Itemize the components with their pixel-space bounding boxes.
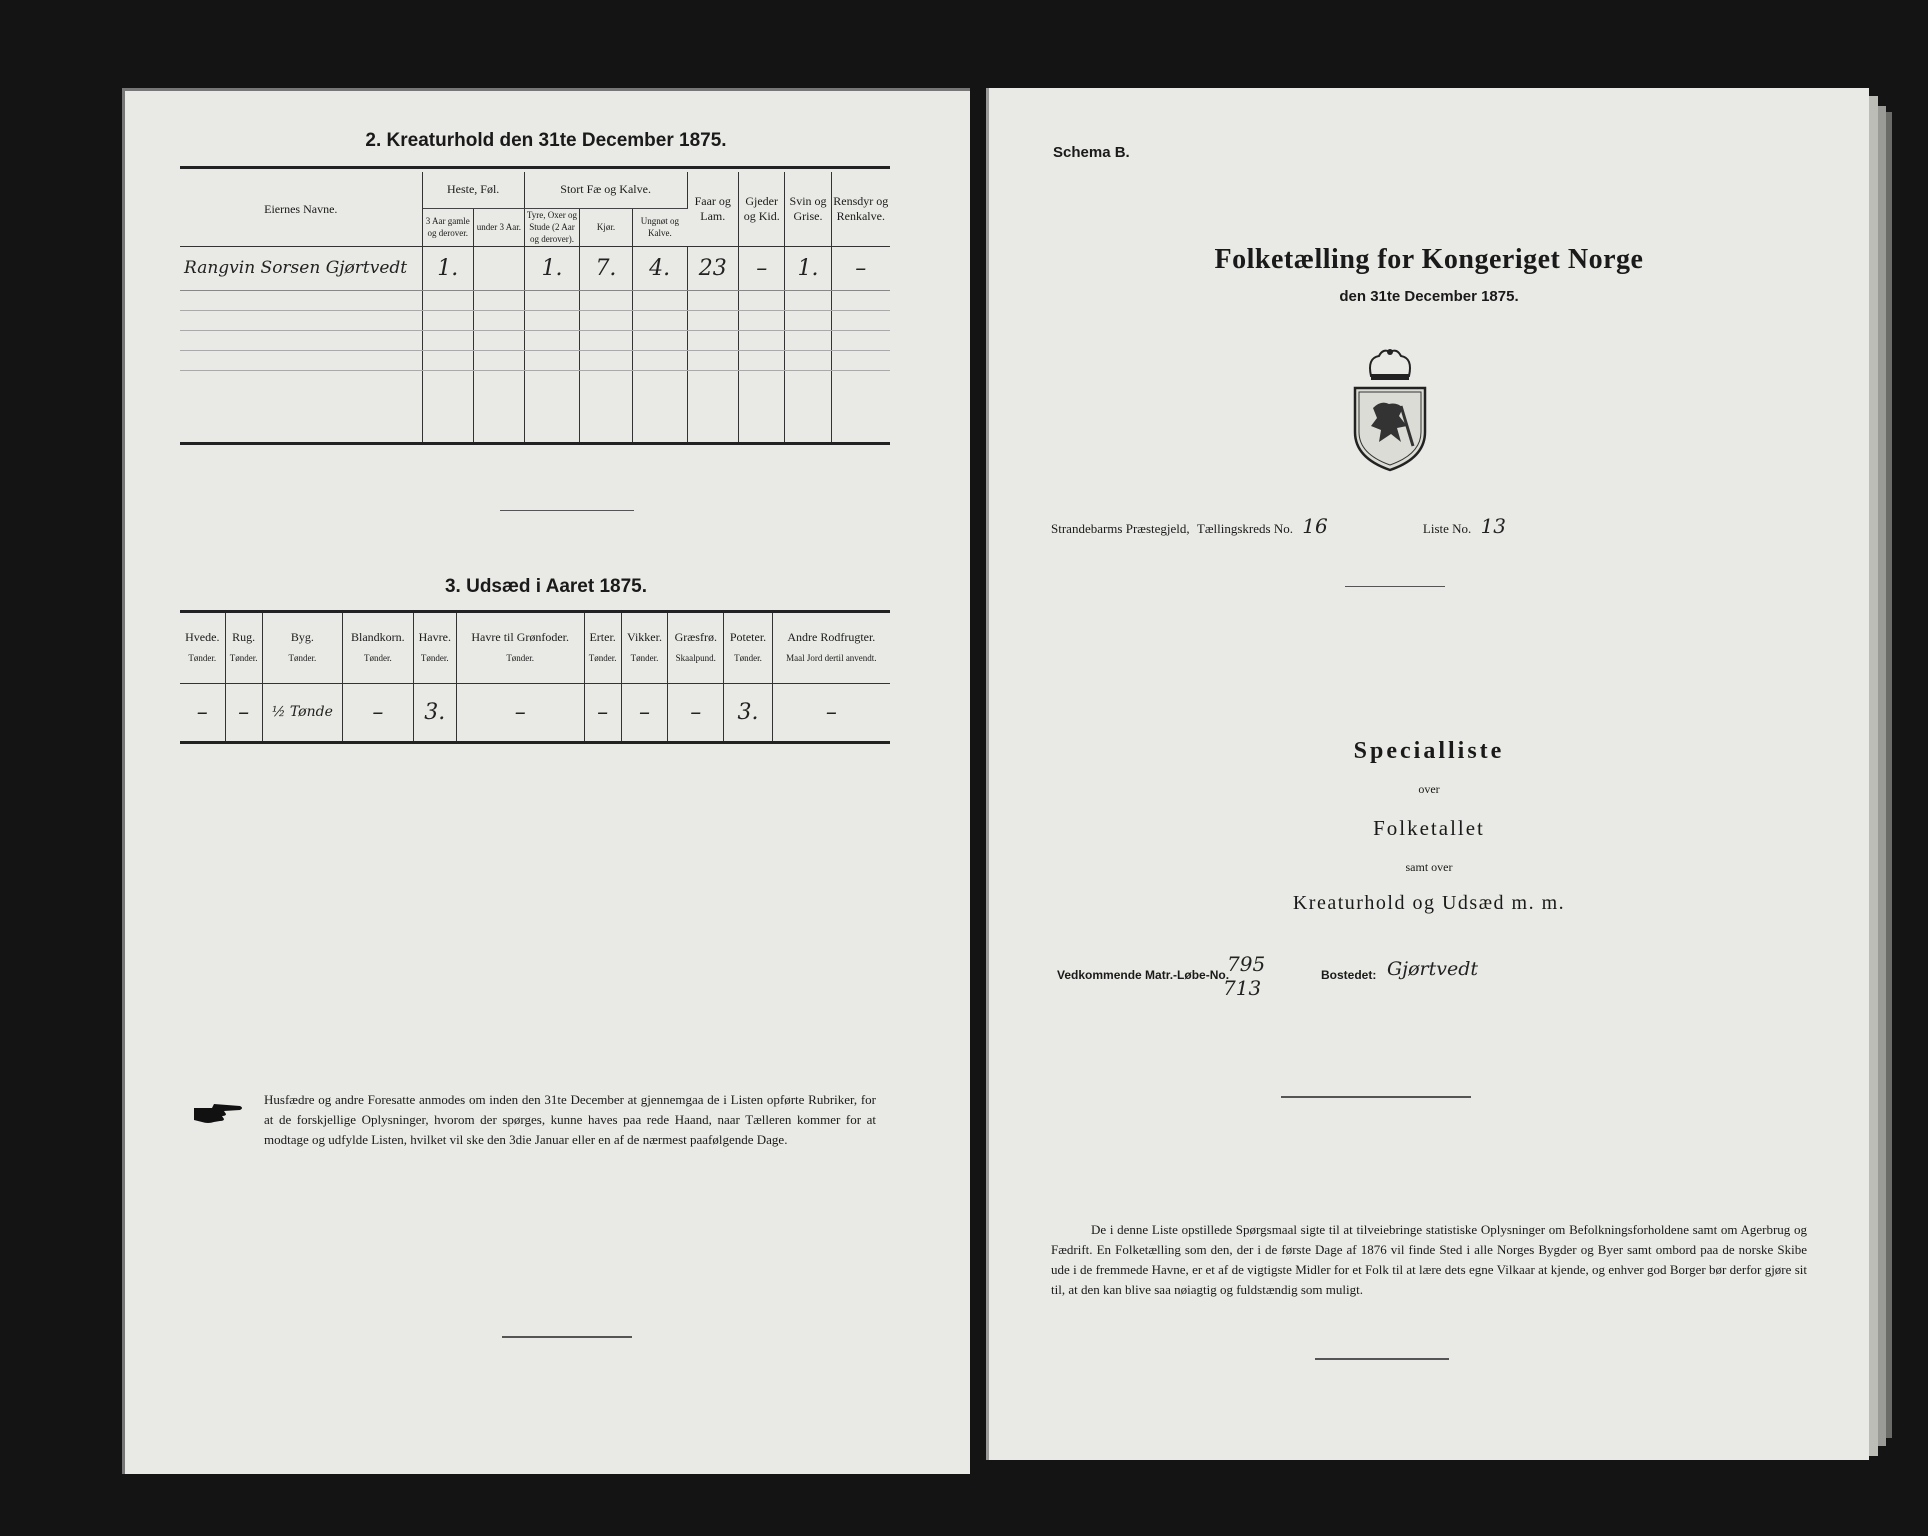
heste-b-header: under 3 Aar. bbox=[474, 208, 525, 246]
separator bbox=[1345, 586, 1445, 587]
udsaed-col-header bbox=[456, 613, 584, 683]
stort-group-header: Stort Fæ og Kalve. bbox=[524, 172, 687, 208]
udsaed-col-header bbox=[225, 613, 262, 683]
kreds-no: 16 bbox=[1302, 514, 1328, 538]
stort-c-header: Ungnøt og Kalve. bbox=[632, 208, 687, 246]
rensdyr-value: – bbox=[831, 246, 890, 290]
stort-b-header: Kjør. bbox=[580, 208, 632, 246]
livestock-table bbox=[180, 172, 890, 442]
stort-b-value: 7. bbox=[580, 246, 632, 290]
udsaed-col-unit: Tønder. bbox=[420, 652, 449, 663]
owner-name: Rangvin Sorsen Gjørtvedt bbox=[180, 246, 422, 290]
udsaed-value: – bbox=[180, 683, 225, 741]
samt-over-text: samt over bbox=[1405, 860, 1453, 874]
udsaed-col-header bbox=[621, 613, 668, 683]
udsaed-col-header bbox=[342, 613, 413, 683]
udsaed-value: 3. bbox=[413, 683, 456, 741]
udsaed-col-name: Hvede. bbox=[185, 629, 220, 644]
specialliste-title: Specialliste bbox=[1353, 738, 1505, 764]
udsaed-col-name: Græsfrø. bbox=[674, 629, 717, 644]
svin-value: 1. bbox=[785, 246, 831, 290]
udsaed-col-unit: Maal Jord dertil anvendt. bbox=[786, 652, 877, 663]
udsaed-col-header bbox=[584, 613, 621, 683]
prestegjeld-line bbox=[1051, 514, 1811, 538]
bostedet-value: Gjørtvedt bbox=[1387, 958, 1479, 980]
udsaed-col-unit: Tønder. bbox=[506, 652, 535, 663]
heste-a-header: 3 Aar gamle og derover. bbox=[422, 208, 474, 246]
right-page bbox=[986, 88, 1869, 1460]
table-bottom-rule bbox=[180, 442, 890, 445]
udsaed-table bbox=[180, 613, 890, 741]
over-text: over bbox=[1418, 782, 1440, 796]
udsaed-col-name: Erter. bbox=[589, 629, 616, 644]
heste-group-header: Heste, Føl. bbox=[422, 172, 524, 208]
matr-no-top: 795 bbox=[1227, 952, 1266, 976]
udsaed-col-name: Havre. bbox=[418, 629, 451, 644]
udsaed-col-unit: Tønder. bbox=[630, 652, 659, 663]
section3-title: 3. Udsæd i Aaret 1875. bbox=[444, 576, 648, 597]
udsaed-col-unit: Tønder. bbox=[734, 652, 762, 663]
udsaed-col-name: Blandkorn. bbox=[351, 629, 405, 644]
udsaed-col-header bbox=[180, 613, 225, 683]
folketallet-text: Folketallet bbox=[1373, 816, 1485, 840]
stort-a-header: Tyre, Oxer og Stude (2 Aar og derover). bbox=[524, 208, 579, 246]
stort-c-value: 4. bbox=[632, 246, 687, 290]
faar-value: 23 bbox=[687, 246, 738, 290]
page-edge bbox=[1886, 112, 1892, 1438]
udsaed-col-name: Poteter. bbox=[729, 629, 767, 644]
udsaed-col-header bbox=[262, 613, 342, 683]
kreaturhold-text: Kreaturhold og Udsæd m. m. bbox=[1292, 892, 1566, 914]
udsaed-col-name: Rug. bbox=[232, 629, 256, 644]
census-subtitle: den 31te December 1875. bbox=[1339, 288, 1519, 305]
table-top-rule bbox=[180, 166, 890, 169]
bostedet-label: Bostedet: bbox=[1321, 968, 1377, 982]
left-page bbox=[122, 88, 970, 1474]
udsaed-value: 3. bbox=[724, 683, 772, 741]
udsaed-value: – bbox=[825, 699, 837, 725]
udsaed-value: – bbox=[621, 683, 668, 741]
footer-text: De i denne Liste opstillede Spørgsmaal sigte til at tilveiebringe statistiske Oplysninger om Befolkningsforholdene samt om Agerbrug og Fædrift. En Folketælling som den, der i de første Dage af 1876 vil finde Sted i alle Norges Bygder og Byer samt ombord paa de norske Skibe ude i de fremmede Havne, er et af de vigtigste Midler for et Folk til at lære dets egne Vilkaar at kjende, og enhver god Borger bør derfor gjøre sit til, at den kan blive saa nøiagtig og fuldstændig som muligt. bbox=[1051, 1222, 1807, 1297]
bottom-separator bbox=[502, 1336, 632, 1338]
udsaed-col-name: Havre til Grønfoder. bbox=[471, 629, 570, 644]
rensdyr-header: Rensdyr og Renkalve. bbox=[831, 172, 890, 246]
udsaed-col-unit: Tønder. bbox=[588, 652, 617, 663]
gjeder-value: – bbox=[738, 246, 785, 290]
coat-of-arms-icon bbox=[1347, 346, 1433, 474]
census-title: Folketælling for Kongeriget Norge bbox=[1214, 244, 1644, 275]
udsaed-col-header bbox=[772, 613, 890, 683]
svin-header: Svin og Grise. bbox=[785, 172, 831, 246]
pointing-hand-icon bbox=[192, 1100, 246, 1126]
heste-b-value bbox=[474, 246, 525, 290]
heste-a-value: 1. bbox=[422, 246, 474, 290]
gjeder-header: Gjeder og Kid. bbox=[738, 172, 785, 246]
udsaed-bottom-rule bbox=[180, 741, 890, 744]
separator bbox=[1281, 1096, 1471, 1098]
notice-text: Husfædre og andre Foresatte anmodes om inden den 31te December at gjennemgaa de i Listen opførte Rubriker, for at de forskjellige Oplysninger, hvorom der spørges, kunne haves paa rede Haand, naar Tælleren kommer for at modtage og udfylde Listen, hvilket vil ske den 3die Januar eller en af de nærmest paafølgende Dage. bbox=[264, 1092, 876, 1147]
bottom-separator bbox=[1315, 1358, 1449, 1360]
udsaed-col-name: Andre Rodfrugter. bbox=[787, 629, 876, 644]
schema-label: Schema B. bbox=[1053, 144, 1130, 161]
liste-label: Liste No. bbox=[1422, 521, 1472, 536]
matr-no-bottom: 713 bbox=[1223, 976, 1262, 1000]
udsaed-col-name: Vikker. bbox=[627, 629, 662, 644]
udsaed-value: – bbox=[668, 683, 724, 741]
udsaed-value: ½ Tønde bbox=[262, 683, 342, 741]
table-row bbox=[180, 246, 890, 290]
faar-header: Faar og Lam. bbox=[687, 172, 738, 246]
udsaed-col-header bbox=[668, 613, 724, 683]
udsaed-col-unit: Tønder. bbox=[229, 652, 258, 663]
separator bbox=[500, 510, 634, 511]
udsaed-col-unit: Tønder. bbox=[188, 652, 217, 663]
udsaed-col-header bbox=[724, 613, 772, 683]
kreds-label: Tællingskreds No. bbox=[1196, 521, 1293, 536]
udsaed-value: – bbox=[456, 683, 584, 741]
udsaed-value: – bbox=[584, 683, 621, 741]
prestegjeld-name: Strandebarms bbox=[1051, 521, 1123, 536]
udsaed-col-header bbox=[413, 613, 456, 683]
udsaed-col-unit: Tønder. bbox=[363, 652, 392, 663]
liste-no: 13 bbox=[1480, 514, 1507, 538]
stort-a-value: 1. bbox=[524, 246, 579, 290]
prestegjeld-label: Præstegjeld, bbox=[1125, 521, 1190, 536]
udsaed-col-unit: Skaalpund. bbox=[675, 652, 716, 663]
page-edge bbox=[1878, 106, 1886, 1446]
matr-label: Vedkommende Matr.-Løbe-No. bbox=[1057, 968, 1230, 982]
udsaed-value: – bbox=[342, 683, 413, 741]
section2-title: 2. Kreaturhold den 31te December 1875. bbox=[365, 130, 727, 151]
udsaed-col-unit: Tønder. bbox=[288, 652, 317, 663]
udsaed-value: – bbox=[225, 683, 262, 741]
col-owner-header: Eiernes Navne. bbox=[180, 172, 422, 246]
udsaed-col-name: Byg. bbox=[290, 629, 314, 644]
